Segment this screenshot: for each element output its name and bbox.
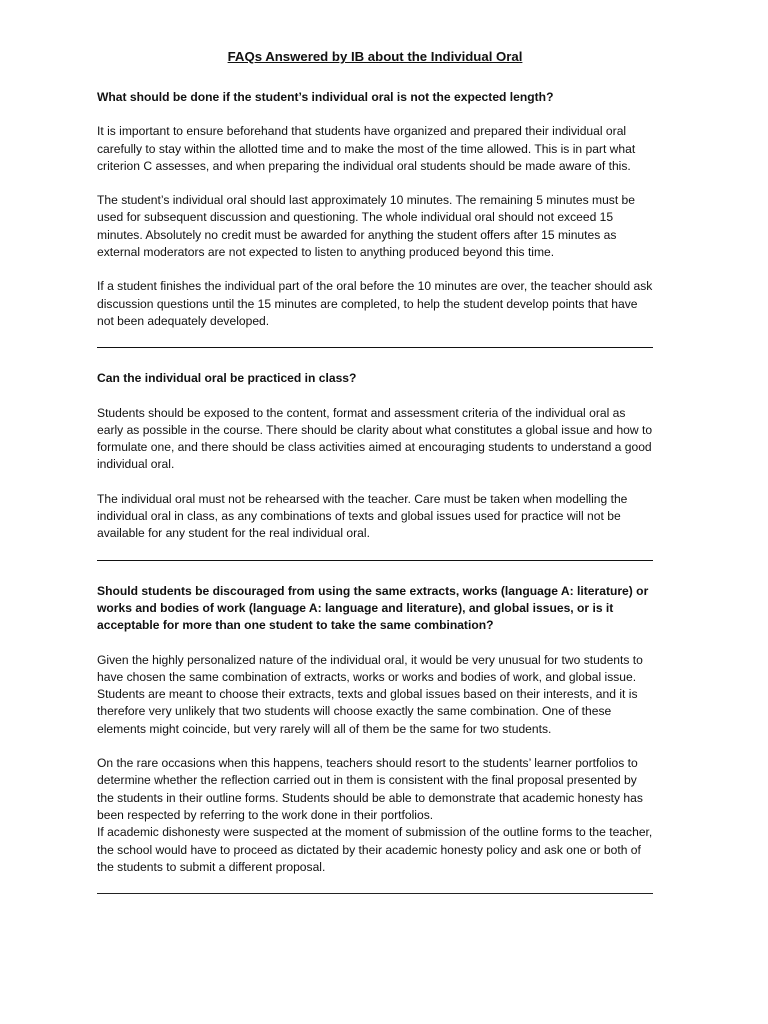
faq-answer-paragraph: It is important to ensure beforehand that students have organized and prepared their individual oral carefully to stay within the allotted time and to make the most of the time allowed. This is in part what criterion C assesses, and when preparing the individual oral students should be made aware of this. — [97, 124, 636, 173]
section-divider — [97, 560, 653, 561]
document-page — [97, 48, 653, 916]
faq-answer-paragraph: Students should be exposed to the content, format and assessment criteria of the individual oral as early as possible in the course. There should be clarity about what constitutes a global issue and how to formulate one, and there should be class activities aimed at encouraging students to understand a good individual oral. — [97, 405, 653, 472]
faq-answer-paragraph: The individual oral must not be rehearsed with the teacher. Care must be taken when modelling the individual oral in class, as any combinations of texts and global issues used for practice will not be available for any student for the real individual oral. — [97, 491, 628, 541]
section-divider — [97, 893, 653, 894]
faq-section — [97, 89, 653, 330]
faq-section — [97, 370, 653, 542]
faq-question: Should students be discouraged from using the same extracts, works (language A: literature) or works and bodies of work (language A: language and literature), and global issues, or is it acceptable for more than one student to take the same combination? — [97, 583, 649, 633]
faq-answer-paragraph: If academic dishonesty were suspected at the moment of submission of the outline forms to the teacher, the school would have to proceed as dictated by their academic honesty policy and ask one or both of the students to submit a different proposal. — [97, 825, 653, 874]
section-divider — [97, 347, 653, 348]
faq-answer-paragraph: The student’s individual oral should last approximately 10 minutes. The remaining 5 minutes must be used for subsequent discussion and questioning. The whole individual oral should not exceed 15 minutes. Absolutely no credit must be awarded for anything the student offers after 15 minutes as external moderators are not expected to listen to anything produced beyond this time. — [97, 193, 636, 260]
faq-answer-paragraph: Given the highly personalized nature of the individual oral, it would be very unusual for two students to have chosen the same combination of extracts, works or works and bodies of work, and global issue. Students are meant to choose their extracts, texts and global issues based on their interests, and it is therefore very unlikely that two students will choose exactly the same combination. One of these elements might coincide, but very rarely will all of them be the same for two students. — [97, 652, 643, 736]
page-title: FAQs Answered by IB about the Individual Oral — [227, 49, 523, 64]
faq-question: Can the individual oral be practiced in class? — [97, 371, 357, 386]
faq-answer-paragraph: On the rare occasions when this happens, teachers should resort to the students’ learner portfolios to determine whether the reflection carried out in them is consistent with the final proposal presented by the students in their outline forms. Students should be able to demonstrate that academic honesty has been respected by referring to the work done in their portfolios. — [97, 756, 643, 822]
faq-answer-paragraph: If a student finishes the individual part of the oral before the 10 minutes are over, the teacher should ask discussion questions until the 15 minutes are completed, to help the student develop points that have not been adequately developed. — [97, 279, 653, 328]
faq-question: What should be done if the student’s individual oral is not the expected length? — [97, 90, 554, 104]
faq-section — [97, 583, 653, 876]
